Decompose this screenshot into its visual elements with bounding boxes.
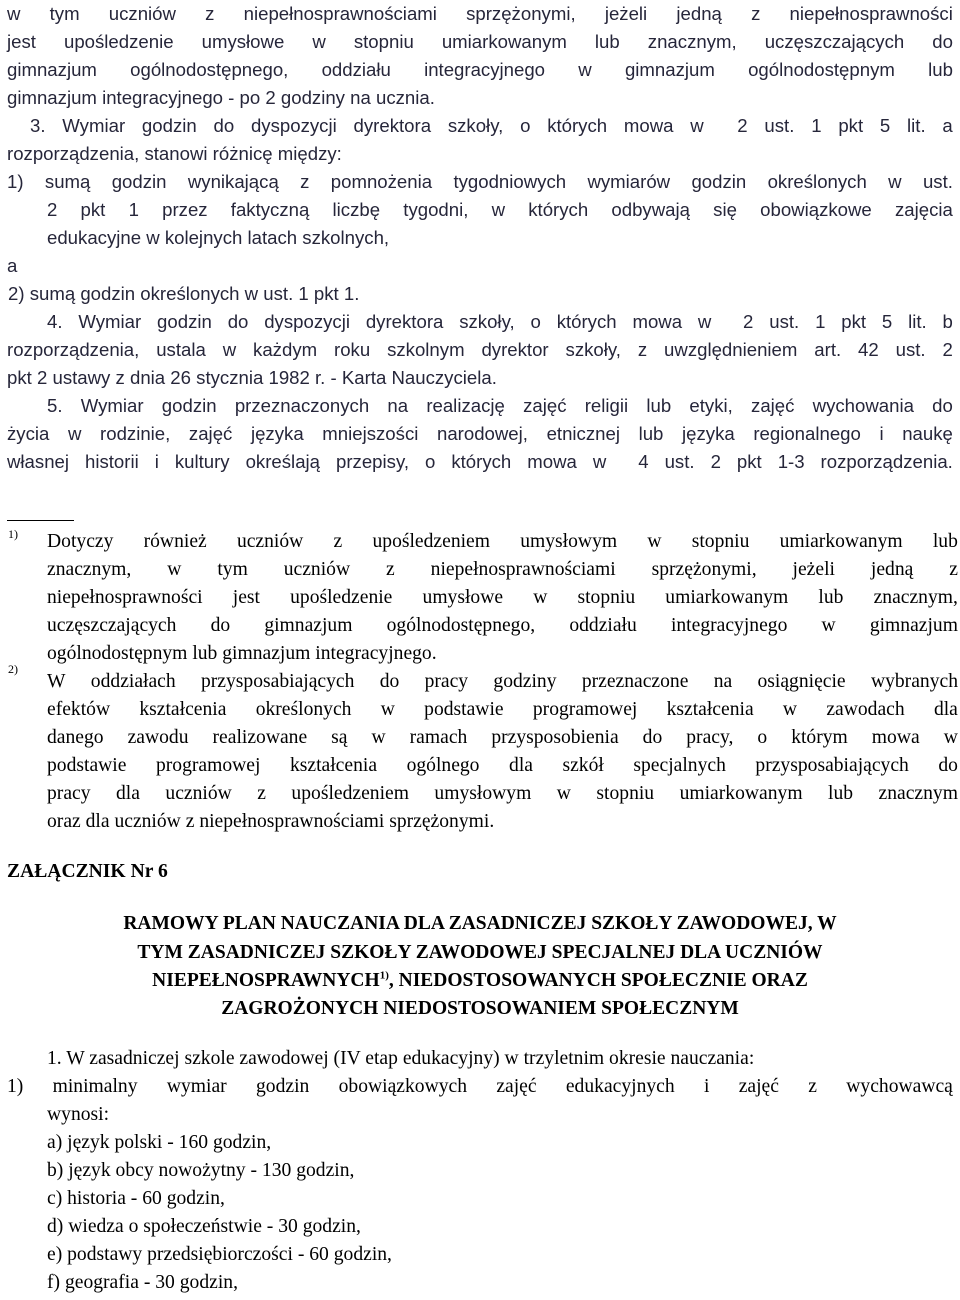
word: dyrektor: [481, 339, 549, 360]
word: języka: [250, 423, 304, 444]
word: stopniu: [577, 587, 636, 608]
word: lub: [818, 587, 844, 608]
word: znacznym,: [873, 587, 958, 608]
word: zajęć: [496, 1076, 537, 1097]
word: dyrektora: [353, 115, 432, 136]
word: danego: [47, 727, 104, 748]
footnote-line: [47, 782, 958, 805]
word: 5: [879, 115, 891, 136]
body-line: [47, 310, 953, 333]
body-line: [7, 338, 953, 361]
word: lit.: [908, 311, 927, 332]
word: obowiązkowe: [760, 199, 872, 220]
plan-line: c) historia - 60 godzin,: [47, 1188, 225, 1209]
plan-line: [7, 1075, 953, 1098]
word: ust.: [764, 115, 795, 136]
word: w: [697, 311, 712, 332]
word: w: [7, 3, 21, 24]
word: godzin: [691, 171, 747, 192]
word: uczniów: [283, 559, 351, 580]
word: o: [425, 451, 436, 472]
word: zajęć: [738, 1076, 779, 1097]
word: integracyjnego: [670, 615, 788, 636]
word: 4: [638, 451, 649, 472]
word: realizację: [426, 395, 505, 416]
word: o: [520, 115, 531, 136]
word: w: [67, 423, 82, 444]
word: Wymiar: [62, 115, 126, 136]
word: pracy,: [686, 727, 734, 748]
word: przepisy,: [336, 451, 410, 472]
word: rozporządzenia,: [7, 339, 140, 360]
body-line: [7, 30, 953, 53]
word: umysłowym: [520, 531, 618, 552]
word: uczniów: [108, 3, 176, 24]
word: Wymiar: [80, 395, 144, 416]
word: szkoły,: [459, 311, 515, 332]
word: przysposobienia: [491, 727, 619, 748]
footnote-line: [47, 614, 958, 637]
word: minimalny: [52, 1076, 138, 1097]
body-line: [7, 170, 953, 193]
word: uczęszczających: [47, 615, 177, 636]
word: których: [451, 451, 512, 472]
word: zawodu: [127, 727, 189, 748]
word: których: [547, 115, 608, 136]
word: oddziału: [569, 615, 637, 636]
word: znacznym: [878, 783, 958, 804]
word: umysłowe: [422, 587, 504, 608]
word: oddziałach: [90, 671, 176, 692]
word: pkt: [736, 451, 762, 472]
word: dyspozycji: [264, 311, 350, 332]
word: niepełnosprawnościami: [430, 559, 616, 580]
word: ust.: [922, 171, 953, 192]
word: w: [167, 559, 182, 580]
word: ust.: [769, 311, 800, 332]
title-footnote-ref: 1): [379, 969, 389, 982]
word: tym: [217, 559, 248, 580]
word: b: [942, 311, 953, 332]
word: zajęć: [188, 423, 233, 444]
body-line: edukacyjne w kolejnych latach szkolnych,: [47, 227, 390, 248]
word: ogólnodostępnym: [748, 59, 895, 80]
word: jedną: [870, 559, 914, 580]
word: szkoły,: [447, 115, 504, 136]
word: lub: [594, 31, 620, 52]
word: 1): [7, 171, 24, 192]
body-line: [47, 394, 953, 417]
word: się: [713, 199, 737, 220]
word: szkół: [562, 755, 604, 776]
footnote-line: [47, 586, 958, 609]
word: przeznaczonych: [234, 395, 370, 416]
word: w: [222, 339, 237, 360]
word: wychowawcą: [846, 1076, 953, 1097]
word: 1: [128, 199, 139, 220]
word: do: [642, 727, 663, 748]
word: narodowej,: [436, 423, 528, 444]
word: do: [932, 31, 953, 52]
footnote-line: ogólnodostępnym lub gimnazjum integracyjnego.: [47, 643, 437, 664]
word: osiągnięcie: [757, 671, 846, 692]
body-line: a: [7, 255, 18, 276]
word: do: [213, 115, 235, 136]
word: oddziału: [321, 59, 391, 80]
plan-line: wynosi:: [47, 1104, 110, 1125]
word: na: [713, 671, 733, 692]
word: również: [143, 531, 207, 552]
word: szkolnym: [387, 339, 465, 360]
word: realizowane: [212, 727, 308, 748]
word: ust.: [664, 451, 695, 472]
word: znacznym,: [647, 31, 737, 52]
plan-line: a) język polski - 160 godzin,: [47, 1132, 272, 1153]
word: gimnazjum: [264, 615, 353, 636]
word: mowa: [632, 311, 683, 332]
word: z: [386, 559, 395, 580]
word: których: [556, 311, 617, 332]
plan-line: e) podstawy przedsiębiorczości - 60 godzin,: [47, 1244, 392, 1265]
word: umiarkowanym: [665, 587, 789, 608]
word: mowa: [527, 451, 577, 472]
word: języka: [682, 423, 735, 444]
word: godzin: [161, 395, 217, 416]
word: przysposabiających: [755, 755, 909, 776]
word: w: [943, 727, 958, 748]
footnote-marker: 2): [8, 662, 18, 676]
word: do: [210, 615, 231, 636]
footnote-line: [47, 698, 958, 721]
word: etnicznej: [546, 423, 620, 444]
word: uczniów: [236, 531, 304, 552]
word: z: [300, 171, 310, 192]
footnote-line: [47, 558, 958, 581]
body-line: 2) sumą godzin określonych w ust. 1 pkt 1.: [8, 283, 360, 304]
word: z: [257, 783, 266, 804]
word: historii: [85, 451, 139, 472]
word: 3.: [30, 115, 46, 136]
word: 2: [737, 115, 748, 136]
word: przeznaczone: [581, 671, 689, 692]
word: tygodniowych: [453, 171, 567, 192]
word: jest: [7, 31, 36, 52]
body-line: [7, 58, 953, 81]
word: etyki,: [689, 395, 733, 416]
word: jedną: [676, 3, 722, 24]
attachment-label: ZAŁĄCZNIK Nr 6: [7, 861, 168, 882]
word: jeżeli: [792, 559, 835, 580]
word: w: [888, 171, 902, 192]
word: szkoły,: [565, 339, 621, 360]
word: niepełnosprawności: [789, 3, 953, 24]
word: jeżeli: [604, 3, 648, 24]
word: kształcenia: [289, 755, 378, 776]
word: i: [154, 451, 159, 472]
title-text: , NIEDOSTOSOWANYCH SPOŁECZNIE ORAZ: [388, 970, 808, 991]
word: 2: [710, 451, 721, 472]
word: rozporządzenia.: [820, 451, 953, 472]
word: określają: [245, 451, 321, 472]
word: w: [533, 587, 548, 608]
word: 42: [858, 339, 879, 360]
word: stopniu: [596, 783, 655, 804]
word: z: [949, 559, 958, 580]
word: Dotyczy: [47, 531, 114, 552]
word: roku: [334, 339, 371, 360]
word: pkt: [841, 311, 867, 332]
footnote-line: [47, 726, 958, 749]
word: wymiarów: [587, 171, 671, 192]
word: umysłowe: [201, 31, 285, 52]
word: dla: [115, 783, 140, 804]
title-line-3: [0, 969, 960, 992]
word: a: [942, 115, 953, 136]
footnote-line: [47, 530, 958, 553]
word: określonych: [767, 171, 867, 192]
word: niepełnosprawnościami: [243, 3, 437, 24]
footnote-line: oraz dla uczniów z niepełnosprawnościami sprzężonymi.: [47, 811, 495, 832]
word: w: [782, 699, 798, 720]
word: pkt: [838, 115, 864, 136]
body-line: [7, 450, 953, 473]
word: sprzężonymi,: [651, 559, 757, 580]
word: do: [932, 395, 953, 416]
word: z: [637, 339, 648, 360]
word: gimnazjum: [7, 59, 97, 80]
word: programowej: [155, 755, 261, 776]
word: umiarkowanym: [679, 783, 803, 804]
word: integracyjnego: [424, 59, 546, 80]
word: 2: [743, 311, 754, 332]
word: własnej: [7, 451, 70, 472]
word: przysposabiających: [200, 671, 355, 692]
word: 1: [811, 115, 822, 136]
word: dla: [933, 699, 958, 720]
word: efektów: [47, 699, 111, 720]
title-line-1: RAMOWY PLAN NAUCZANIA DLA ZASADNICZEJ SZKOŁY ZAWODOWEJ, W: [123, 913, 837, 934]
plan-line: f) geografia - 30 godzin,: [47, 1272, 238, 1293]
word: religii: [584, 395, 629, 416]
word: faktyczną: [230, 199, 310, 220]
word: do: [938, 755, 958, 776]
word: lub: [646, 395, 672, 416]
body-line: [30, 114, 953, 137]
word: 2: [47, 199, 58, 220]
word: lub: [638, 423, 664, 444]
word: są: [331, 727, 348, 748]
word: ustala: [156, 339, 206, 360]
word: kształcenia: [666, 699, 754, 720]
word: mowa: [623, 115, 674, 136]
word: pkt: [80, 199, 106, 220]
title-text: NIEPEŁNOSPRAWNYCH: [152, 970, 380, 991]
word: ogólnego: [406, 755, 480, 776]
plan-line: 1. W zasadniczej szkole zawodowej (IV etap edukacyjny) w trzyletnim okresie nauczania:: [47, 1048, 755, 1069]
word: 2: [942, 339, 953, 360]
word: pracy: [424, 671, 469, 692]
word: o: [530, 311, 541, 332]
word: upośledzenie: [63, 31, 174, 52]
footnote-line: [47, 670, 958, 693]
word: upośledzeniem: [291, 783, 409, 804]
word: wymiar: [166, 1076, 227, 1097]
word: edukacyjnych: [565, 1076, 675, 1097]
word: liczbę: [332, 199, 381, 220]
word: z: [808, 1076, 817, 1097]
word: 4.: [47, 311, 63, 332]
footnote-marker: 1): [8, 527, 18, 541]
word: ogólnodostępnego,: [386, 615, 536, 636]
plan-line: b) język obcy nowożytny - 130 godzin,: [47, 1160, 355, 1181]
plan-line: d) wiedza o społeczeństwie - 30 godzin,: [47, 1216, 361, 1237]
word: kultury: [174, 451, 230, 472]
word: jest: [232, 587, 260, 608]
word: przez: [162, 199, 208, 220]
word: dla: [509, 755, 533, 776]
word: lub: [928, 59, 953, 80]
word: w: [592, 451, 607, 472]
word: umiarkowanym: [441, 31, 567, 52]
word: mowa: [871, 727, 920, 748]
word: zajęć: [751, 395, 795, 416]
word: regionalnego: [753, 423, 861, 444]
word: godziny: [493, 671, 557, 692]
word: ramach: [409, 727, 468, 748]
word: wychowania: [812, 395, 914, 416]
word: godzin: [157, 311, 212, 332]
word: kształcenia: [139, 699, 227, 720]
body-line: [7, 422, 953, 445]
word: z: [205, 3, 215, 24]
body-line: gimnazjum integracyjnego - po 2 godziny na ucznia.: [7, 87, 435, 108]
word: lit.: [907, 115, 926, 136]
word: umiarkowanym: [779, 531, 903, 552]
word: wybranych: [870, 671, 958, 692]
word: stopniu: [691, 531, 750, 552]
word: zawodach: [826, 699, 905, 720]
word: uwzględnieniem: [664, 339, 798, 360]
word: lub: [828, 783, 854, 804]
word: gimnazjum: [624, 59, 715, 80]
word: z: [333, 531, 343, 552]
word: którym: [791, 727, 848, 748]
word: i: [703, 1076, 710, 1097]
word: obowiązkowych: [338, 1076, 468, 1097]
word: życia: [7, 423, 50, 444]
word: zajęcia: [894, 199, 953, 220]
word: specjalnych: [633, 755, 726, 776]
word: W: [47, 671, 66, 692]
word: 1: [815, 311, 826, 332]
word: wynikającą: [187, 171, 279, 192]
word: tygodni,: [403, 199, 469, 220]
word: uczęszczających: [764, 31, 905, 52]
word: uczniów: [165, 783, 232, 804]
word: gimnazjum: [869, 615, 958, 636]
word: dyspozycji: [250, 115, 337, 136]
word: podstawie: [424, 699, 504, 720]
word: odbywają: [611, 199, 690, 220]
word: sprzężonymi,: [466, 3, 576, 24]
word: umysłowym: [434, 783, 532, 804]
word: pracy: [47, 783, 91, 804]
footnote-separator: [7, 520, 74, 521]
word: i: [879, 423, 884, 444]
word: w: [491, 199, 506, 220]
word: tym: [49, 3, 80, 24]
word: w: [380, 699, 395, 720]
word: w: [690, 115, 704, 136]
word: znacznym,: [47, 559, 132, 580]
word: w: [821, 615, 836, 636]
word: godzin: [141, 115, 197, 136]
word: 5.: [47, 395, 63, 416]
word: w: [647, 531, 662, 552]
word: o: [757, 727, 768, 748]
word: w: [578, 59, 592, 80]
word: upośledzenie: [290, 587, 393, 608]
word: określonych: [255, 699, 352, 720]
word: programowej: [532, 699, 638, 720]
word: do: [379, 671, 400, 692]
word: pomnożenia: [330, 171, 433, 192]
word: dyrektora: [365, 311, 444, 332]
word: upośledzeniem: [372, 531, 490, 552]
body-line: rozporządzenia, stanowi różnicę między:: [7, 143, 342, 164]
word: w: [371, 727, 386, 748]
word: w: [556, 783, 571, 804]
word: w: [312, 31, 326, 52]
word: art.: [814, 339, 842, 360]
word: sumą: [44, 171, 91, 192]
body-line: pkt 2 ustawy z dnia 26 stycznia 1982 r. - Karta Nauczyciela.: [7, 367, 497, 388]
word: naukę: [902, 423, 953, 444]
title-line-4: ZAGROŻONYCH NIEDOSTOSOWANIEM SPOŁECZNYM: [221, 998, 739, 1019]
word: godzin: [255, 1076, 310, 1097]
body-line: [47, 198, 953, 221]
word: 1-3: [777, 451, 805, 472]
word: Wymiar: [78, 311, 142, 332]
word: 1): [7, 1076, 24, 1097]
word: godzin: [111, 171, 167, 192]
word: podstawie: [47, 755, 127, 776]
word: niepełnosprawności: [47, 587, 203, 608]
word: każdym: [253, 339, 318, 360]
word: których: [528, 199, 589, 220]
footnote-line: [47, 754, 958, 777]
word: 5: [881, 311, 893, 332]
word: z: [751, 3, 761, 24]
word: do: [227, 311, 249, 332]
word: lub: [932, 531, 958, 552]
body-line: [7, 2, 953, 25]
word: ust.: [895, 339, 926, 360]
word: mniejszości: [322, 423, 419, 444]
word: ogólnodostępnego,: [130, 59, 289, 80]
word: zajęć: [523, 395, 567, 416]
word: na: [387, 395, 409, 416]
word: stopniu: [353, 31, 414, 52]
title-line-2: TYM ZASADNICZEJ SZKOŁY ZAWODOWEJ SPECJALNEJ DLA UCZNIÓW: [137, 942, 823, 963]
word: rodzinie,: [100, 423, 171, 444]
